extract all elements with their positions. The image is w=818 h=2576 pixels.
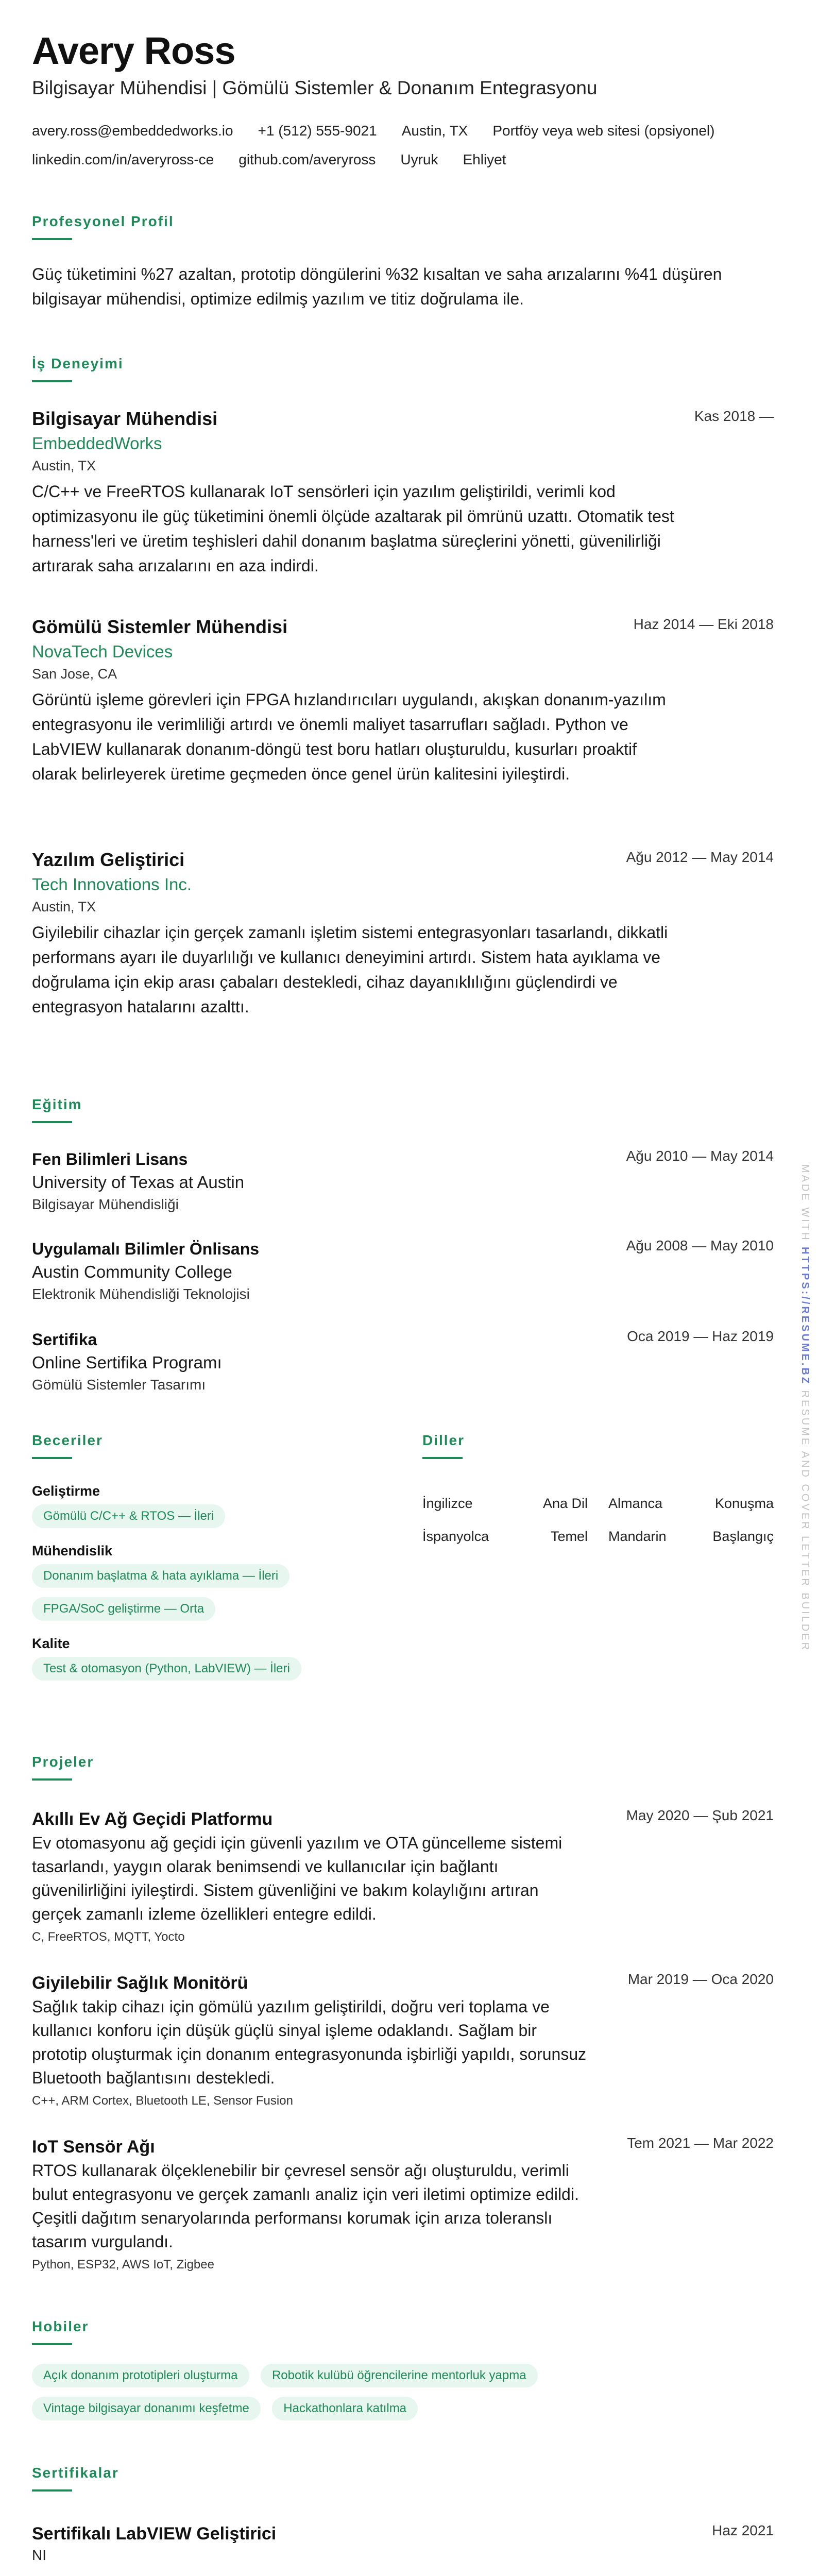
language-level: Konuşma [714, 1495, 774, 1511]
nationality: Uyruk [400, 151, 438, 167]
job-date: Haz 2014 — Eki 2018 [633, 616, 774, 632]
project-name: IoT Sensör Ağı [32, 2137, 155, 2157]
hobbies-list [32, 2364, 774, 2430]
section-title-certifications: Sertifikalar [32, 2465, 119, 2481]
company-name: Tech Innovations Inc. [32, 875, 192, 894]
project-tech: Python, ESP32, AWS IoT, Zigbee [32, 2258, 214, 2272]
candidate-title: Bilgisayar Mühendisi | Gömülü Sistemler & Donanım Entegrasyonu [32, 77, 598, 98]
language-row [422, 1520, 774, 1553]
school-name: Austin Community College [32, 1262, 232, 1281]
skills-list [32, 1480, 393, 1690]
watermark-link[interactable]: HTTPS://RESUME.BZ [799, 1247, 811, 1386]
skill-tag: Donanım başlatma & hata ayıklama — İleri [32, 1564, 289, 1588]
project-name: Giyilebilir Sağlık Monitörü [32, 1973, 248, 1993]
skill-group-title: Geliştirme [32, 1483, 100, 1499]
job-description: C/C++ ve FreeRTOS kullanarak IoT sensörleri için yazılım geliştirildi, verimli kod optimizasyonu ile güç tüketimini önemli ölçüde azaltarak pil ömrünü uzattı. Otomatik test harness'leri ve üretim teşhisleri dahil donanım başlatma süreçlerini yönetti, güvenilirliği artırarak saha arızalarını en aza indirdi. [32, 482, 674, 575]
job-title: Yazılım Geliştirici [32, 849, 185, 870]
job-date: Ağu 2012 — May 2014 [626, 849, 774, 865]
section-title-projects: Projeler [32, 1754, 94, 1770]
school-name: Online Sertifika Programı [32, 1353, 222, 1372]
certification-date: Haz 2021 [712, 2522, 774, 2538]
phone-number[interactable]: +1 (512) 555-9021 [258, 123, 377, 139]
project-date: Tem 2021 — Mar 2022 [627, 2135, 774, 2151]
degree-title: Sertifika [32, 1330, 97, 1349]
section-title-experience: İş Deneyimi [32, 355, 124, 371]
job-date: Kas 2018 — [694, 408, 774, 424]
field-of-study: Bilgisayar Mühendisliği [32, 1196, 179, 1212]
section-title-profile: Profesyonel Profil [32, 213, 174, 229]
experience-entry [32, 408, 774, 578]
company-name: NovaTech Devices [32, 642, 173, 661]
project-date: May 2020 — Şub 2021 [626, 1807, 774, 1823]
certification-name: Sertifikalı LabVIEW Geliştirici [32, 2524, 277, 2544]
candidate-name: Avery Ross [32, 29, 235, 72]
section-title-hobbies: Hobiler [32, 2318, 89, 2334]
language-row [422, 1487, 774, 1520]
skill-tag: Gömülü C/C++ & RTOS — İleri [32, 1504, 225, 1528]
project-description: RTOS kullanarak ölçeklenebilir bir çevresel sensör ağı oluşturuldu, verimli bulut entegrasyonu ve gerçek zamanlı analiz için veri iletimi optimize edildi. Çeşitli dağıtım senaryolarında performansı korumak için arıza toleranslı tasarım vurgulandı. [32, 2161, 579, 2251]
education-entry [32, 1238, 774, 1304]
section-title-skills: Beceriler [32, 1432, 103, 1448]
language-level: Temel [550, 1528, 588, 1544]
job-location: Austin, TX [32, 458, 96, 473]
certification-entry [32, 2522, 774, 2566]
portfolio-link[interactable]: Portföy veya web sitesi (opsiyonel) [492, 123, 715, 139]
field-of-study: Gömülü Sistemler Tasarımı [32, 1377, 206, 1393]
project-name: Akıllı Ev Ağ Geçidi Platformu [32, 1809, 273, 1829]
section-title-education: Eğitim [32, 1096, 82, 1112]
linkedin-link[interactable]: linkedin.com/in/averyross-ce [32, 151, 214, 167]
project-description: Sağlık takip cihazı için gömülü yazılım geliştirildi, doğru veri toplama ve kullanıcı konforu için düşük güçlü sinyal işleme odaklandı. Sağlam bir prototip oluşturmak için donanım entegrasyonunda işbirliği yapıldı, sorunsuz Bluetooth bağlantısını destekledi. [32, 1997, 587, 2087]
hobby-tag: Açık donanım prototipleri oluşturma [32, 2364, 249, 2387]
language-name: Mandarin [608, 1528, 667, 1544]
skill-group-title: Mühendislik [32, 1543, 113, 1558]
language-name: Almanca [608, 1495, 663, 1511]
skill-tags [32, 1564, 393, 1597]
company-name: EmbeddedWorks [32, 434, 162, 453]
contact-info [32, 123, 774, 180]
project-tech: C++, ARM Cortex, Bluetooth LE, Sensor Fusion [32, 2094, 293, 2108]
school-name: University of Texas at Austin [32, 1173, 245, 1192]
experience-entry [32, 849, 774, 1019]
job-location: Austin, TX [32, 899, 96, 914]
hobby-tag: Robotik kulübü öğrencilerine mentorluk yapma [261, 2364, 538, 2387]
builder-watermark [799, 1164, 811, 1652]
section-underline [32, 2489, 72, 2492]
section-underline [32, 238, 72, 240]
language-name: İspanyolca [422, 1528, 489, 1544]
skill-tags [32, 1597, 393, 1630]
project-tech: C, FreeRTOS, MQTT, Yocto [32, 1930, 185, 1944]
field-of-study: Elektronik Mühendisliği Teknolojisi [32, 1286, 250, 1302]
section-underline [32, 2343, 72, 2345]
github-link[interactable]: github.com/averyross [238, 151, 376, 167]
experience-entry [32, 616, 774, 786]
hobby-tag: Vintage bilgisayar donanımı keşfetme [32, 2397, 261, 2420]
email-link[interactable]: avery.ross@embeddedworks.io [32, 123, 233, 139]
education-date: Oca 2019 — Haz 2019 [627, 1328, 774, 1344]
section-title-languages: Diller [422, 1432, 465, 1448]
watermark-suffix: RESUME AND COVER LETTER BUILDER [799, 1385, 811, 1652]
education-date: Ağu 2008 — May 2010 [626, 1238, 774, 1253]
contact-row [32, 123, 774, 140]
language-level: Ana Dil [542, 1495, 588, 1511]
project-entry [32, 2135, 774, 2272]
skill-group-title: Kalite [32, 1636, 70, 1651]
location: Austin, TX [401, 123, 468, 139]
project-entry [32, 1971, 774, 2108]
skill-tag: FPGA/SoC geliştirme — Orta [32, 1597, 215, 1621]
section-underline [422, 1457, 463, 1459]
skill-tags [32, 1504, 393, 1537]
job-title: Bilgisayar Mühendisi [32, 408, 218, 429]
skill-tag: Test & otomasyon (Python, LabVIEW) — İleri [32, 1657, 301, 1681]
project-date: Mar 2019 — Oca 2020 [627, 1971, 774, 1987]
job-description: Görüntü işleme görevleri için FPGA hızlandırıcıları uygulandı, akışkan donanım-yazılım entegrasyonu ile verimliliği artırdı ve önemli maliyet tasarrufları sağladı. Python ve LabVIEW kullanarak donanım-döngü test boru hatları oluşturuldu, kusurları proaktif olarak belirleyerek üretime geçmeden önce genel ürün kalitesini iyileştirdi. [32, 690, 666, 783]
contact-row [32, 151, 774, 169]
certification-issuer: NI [32, 2547, 46, 2563]
watermark-prefix: MADE WITH [799, 1164, 811, 1247]
languages-table [422, 1487, 774, 1553]
hobby-tags [32, 2364, 774, 2397]
education-entry [32, 1328, 774, 1395]
degree-title: Fen Bilimleri Lisans [32, 1150, 188, 1168]
degree-title: Uygulamalı Bilimler Önlisans [32, 1240, 260, 1258]
skill-tags [32, 1657, 393, 1690]
profile-summary: Güç tüketimini %27 azaltan, prototip döngülerini %32 kısaltan ve saha arızalarını %41 düşüren bilgisayar mühendisi, optimize edilmiş yazılım ve titiz doğrulama ile. [32, 265, 722, 308]
job-description: Giyilebilir cihazlar için gerçek zamanlı işletim sistemi entegrasyonları tasarlandı, dikkatli performans ayarı ile duyarlılığı ve kullanıcı deneyimini artırdı. Sistem hata ayıklama ve doğrulama için ekip arası çabaları destekledi, cihaz dayanıklılığını güçlendirdi ve entegrasyon hatalarını azalttı. [32, 923, 668, 1016]
section-underline [32, 1778, 72, 1781]
driving-license: Ehliyet [463, 151, 506, 167]
language-level: Başlangıç [712, 1528, 774, 1544]
hobby-tags [32, 2397, 774, 2430]
project-entry [32, 1807, 774, 1944]
education-entry [32, 1148, 774, 1215]
education-date: Ağu 2010 — May 2014 [626, 1148, 774, 1164]
section-underline [32, 1457, 72, 1459]
section-underline [32, 380, 72, 382]
job-title: Gömülü Sistemler Mühendisi [32, 616, 288, 637]
language-name: İngilizce [422, 1495, 473, 1511]
project-description: Ev otomasyonu ağ geçidi için güvenli yazılım ve OTA güncelleme sistemi tasarlandı, yaygın olarak benimsendi ve kullanıcılar için bağlantı güvenilirliğini iyileştirdi. Sistem güvenliğini ve bakım kolaylığını artıran gerçek zamanlı izleme özellikleri entegre edildi. [32, 1834, 563, 1923]
job-location: San Jose, CA [32, 666, 117, 682]
hobby-tag: Hackathonlara katılma [272, 2397, 418, 2420]
section-underline [32, 1121, 72, 1123]
